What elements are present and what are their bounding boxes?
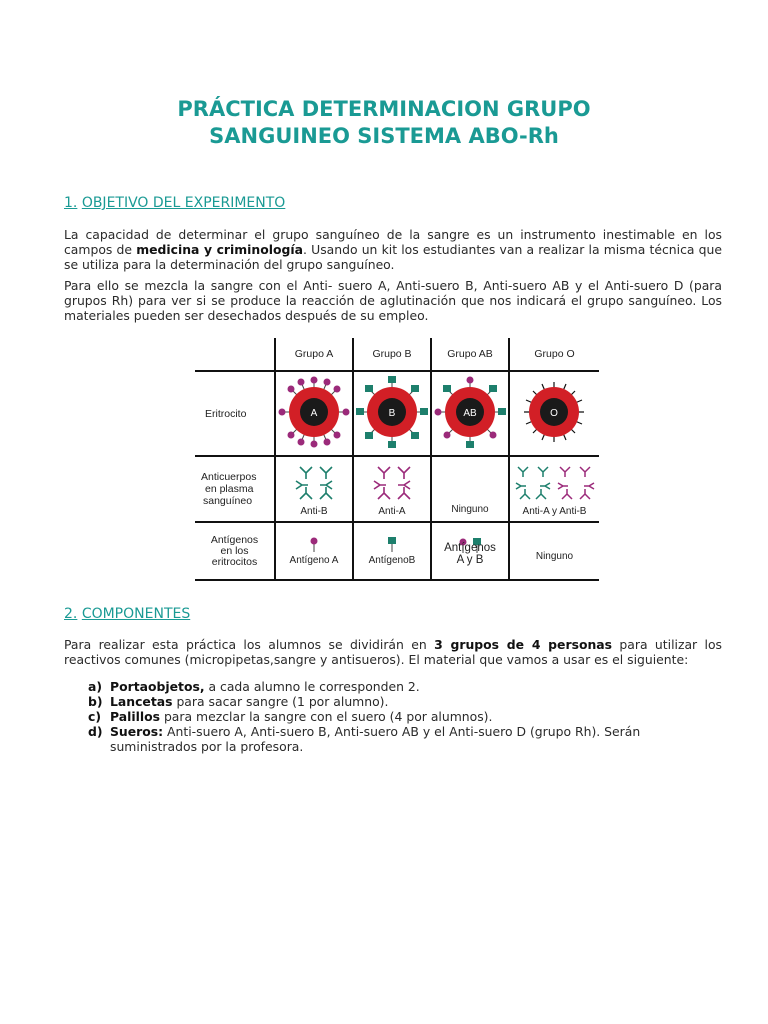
antibody-label-a: Anti-B [300, 506, 328, 517]
paragraph-text: Para realizar esta práctica los alumnos se dividirán en [64, 637, 435, 652]
cell-letter-b: B [388, 408, 396, 419]
antibody-anti-a-and-b-icon [510, 461, 599, 503]
antibody-anti-a-and-b [509, 456, 599, 522]
header-grupo-b: Grupo B [353, 338, 431, 371]
item-bold: Lancetas [110, 694, 173, 709]
list-marker: c) [88, 709, 102, 724]
list-marker: b) [88, 694, 103, 709]
erythrocyte-ab-icon [432, 372, 508, 452]
item-text: para mezclar la sangre con el suero (4 por alumnos). [160, 709, 493, 724]
antigen-label-b: AntígenoB [368, 555, 416, 566]
item-bold: Portaobjetos, [110, 679, 205, 694]
list-item [64, 724, 724, 754]
label-line: A y B [456, 553, 484, 566]
antigens-row [195, 522, 599, 580]
row-label-erythrocyte: Eritrocito [195, 371, 275, 456]
list-item [64, 709, 724, 724]
table-corner [195, 338, 275, 371]
section-1-number: 1. [64, 195, 78, 211]
paragraph-bold: medicina y criminología [136, 242, 304, 257]
antibody-label-b: Anti-A [378, 506, 406, 517]
antibody-anti-a [353, 456, 431, 522]
antibody-anti-b-icon [276, 461, 352, 503]
label-line: eritrocitos [211, 555, 258, 568]
section-2-number: 2. [64, 606, 78, 622]
section-1-title: OBJETIVO DEL EXPERIMENTO [81, 195, 286, 211]
antigen-none [509, 522, 599, 580]
item-bold: Sueros: [110, 724, 164, 739]
item-text: a cada alumno le corresponden 2. [204, 679, 420, 694]
list-item [64, 679, 724, 694]
antibody-label-ab: Ninguno [451, 504, 489, 515]
list-item [64, 694, 724, 709]
page-title [0, 96, 768, 150]
label-line: en los [220, 544, 249, 557]
section-2-paragraph [64, 637, 722, 667]
cell-letter-a: A [310, 408, 318, 419]
antigen-label-ab [432, 542, 508, 566]
erythrocyte-a [275, 371, 353, 456]
antibody-anti-b [275, 456, 353, 522]
list-marker: d) [88, 724, 103, 739]
section-2-title: COMPONENTES [81, 606, 191, 622]
antigen-label-a: Antígeno A [289, 555, 339, 566]
label-line: Anticuerpos [201, 471, 257, 483]
header-grupo-a: Grupo A [275, 338, 353, 371]
label-line: Antígenos [444, 541, 496, 554]
label-line: Antígenos [210, 533, 259, 546]
cell-letter-o: O [550, 408, 558, 419]
erythrocyte-b [353, 371, 431, 456]
erythrocyte-b-icon [354, 372, 430, 452]
item-bold: Palillos [110, 709, 160, 724]
item-text: Anti-suero A, Anti-suero B, Anti-suero AB y el Anti-suero D (grupo Rh). Serán suministrados por la profesora. [110, 724, 641, 754]
header-grupo-o: Grupo O [509, 338, 599, 371]
blood-group-table [195, 338, 599, 581]
section-1-heading [64, 195, 285, 211]
section-1-paragraph-2: Para ello se mezcla la sangre con el Anti- suero A, Anti-suero B, Anti-suero AB y el Anti-suero D (para grupos Rh) para ver si se produce la reacción de aglutinación que nos indicará el grupo sanguíneo. Los materiales pueden ser desechados después de su empleo. [64, 278, 722, 323]
paragraph-text: para utilizar los reactivos comunes (micropipetas,sangre y antisueros). El material que vamos a usar es el siguiente: [64, 637, 722, 667]
erythrocyte-o-icon [510, 372, 599, 452]
paragraph-bold: 3 grupos de 4 personas [434, 637, 613, 652]
row-label-antibodies [195, 456, 275, 522]
erythrocyte-row [195, 371, 599, 456]
antibody-none [431, 456, 509, 522]
antigen-a-icon [304, 536, 324, 552]
table-header-row [195, 338, 599, 371]
paragraph-text: . Usando un kit los estudiantes van a realizar la misma técnica que se utiliza para la determinación del grupo sanguíneo. [64, 242, 723, 272]
label-line: sanguíneo [203, 495, 253, 507]
title-line-1: PRÁCTICA DETERMINACION GRUPO [177, 97, 591, 121]
header-grupo-ab: Grupo AB [431, 338, 509, 371]
item-text: para sacar sangre (1 por alumno). [172, 694, 389, 709]
materials-list [64, 679, 724, 754]
antibody-label-o: Anti-A y Anti-B [522, 506, 587, 517]
paragraph-text: La capacidad de determinar el grupo sanguíneo de la sangre es un instrumento inestimable en los campos de [64, 227, 722, 257]
antigen-a [275, 522, 353, 580]
label-line: en plasma [205, 483, 254, 495]
antibodies-row [195, 456, 599, 522]
title-line-2: SANGUINEO SISTEMA ABO-Rh [209, 124, 559, 148]
antigen-b-icon [382, 536, 402, 552]
erythrocyte-o [509, 371, 599, 456]
cell-letter-ab: AB [463, 408, 477, 419]
antigen-ab [431, 522, 509, 580]
antigen-b [353, 522, 431, 580]
section-2-heading [64, 606, 190, 622]
list-marker: a) [88, 679, 103, 694]
row-label-antigens [195, 522, 275, 580]
antibody-anti-a-icon [354, 461, 430, 503]
section-1-paragraph-1 [64, 227, 722, 272]
erythrocyte-ab [431, 371, 509, 456]
antigen-label-o: Ninguno [535, 550, 574, 562]
erythrocyte-a-icon [276, 372, 352, 452]
